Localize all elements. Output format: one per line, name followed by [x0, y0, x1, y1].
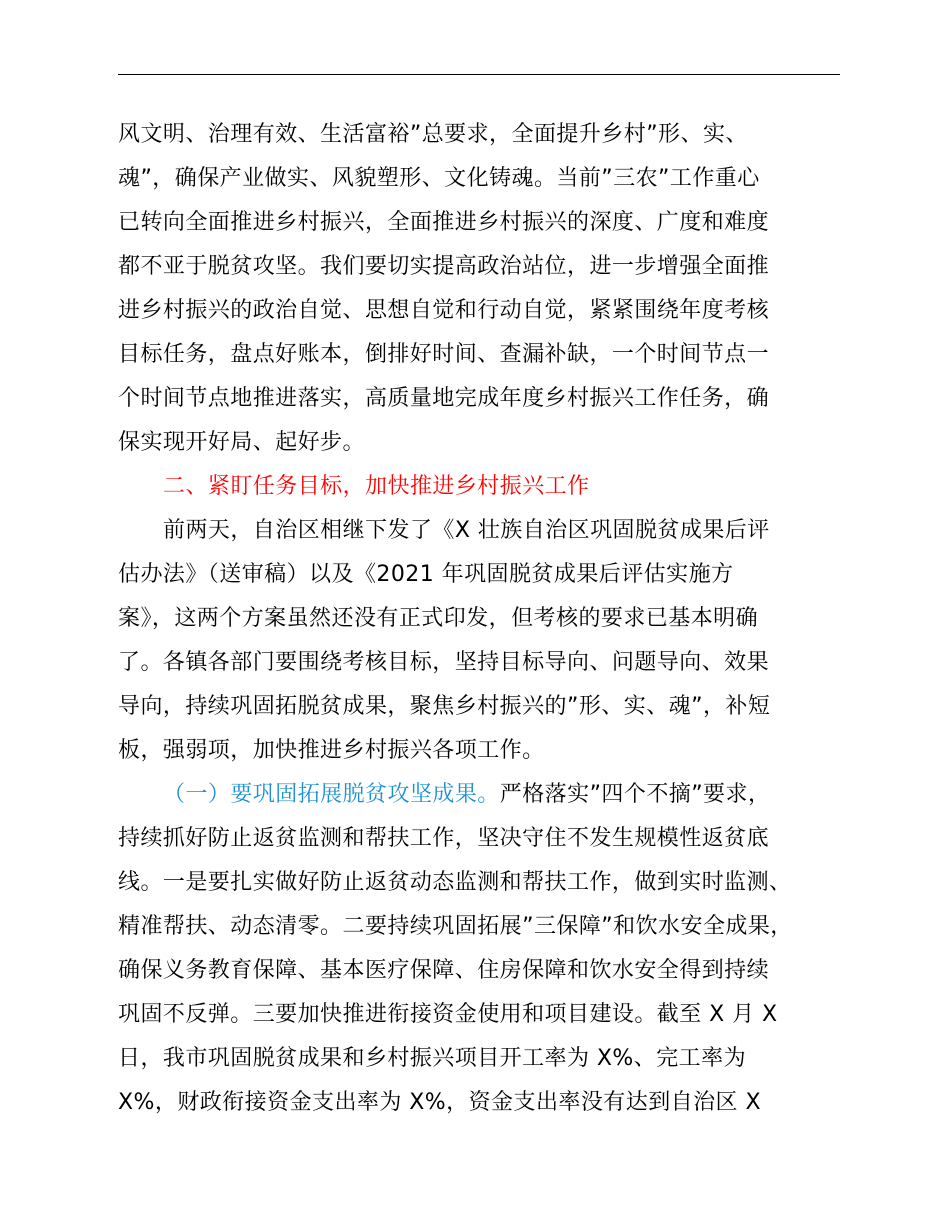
body-line: 保实现开好局、起好步。 — [118, 430, 365, 455]
body-line: 日，我市巩固脱贫成果和乡村振兴项目开工率为 X%、完工率为 — [118, 1046, 747, 1071]
body-line: 风文明、治理有效、生活富裕”总要求，全面提升乡村”形、实、 — [118, 122, 748, 147]
subsection-heading: （一）要巩固拓展脱贫攻坚成果。 — [163, 782, 500, 807]
body-line: 巩固不反弹。三要加快推进衔接资金使用和项目建设。截至 X 月 X — [118, 1002, 778, 1027]
paragraph-first-line: 前两天，自治区相继下发了《X 壮族自治区巩固脱贫成果后评 — [163, 518, 770, 543]
body-line: 已转向全面推进乡村振兴，全面推进乡村振兴的深度、广度和难度 — [118, 210, 770, 235]
header-rule — [118, 74, 840, 75]
subsection-line — [163, 773, 770, 816]
body-line: 进乡村振兴的政治自觉、思想自觉和行动自觉，紧紧围绕年度考核 — [118, 298, 770, 323]
subsection-text: 严格落实”四个不摘”要求， — [499, 782, 771, 807]
section-heading: 二、紧盯任务目标，加快推进乡村振兴工作 — [163, 474, 590, 499]
body-line: 魂”，确保产业做实、风貌塑形、文化铸魂。当前”三农”工作重心 — [118, 166, 760, 191]
body-line: 个时间节点地推进落实，高质量地完成年度乡村振兴工作任务，确 — [118, 386, 770, 411]
body-line: 目标任务，盘点好账本，倒排好时间、查漏补缺，一个时间节点一 — [118, 342, 770, 367]
body-line: 确保义务教育保障、基本医疗保障、住房保障和饮水安全得到持续 — [118, 958, 770, 983]
body-line: X%，财政衔接资金支出率为 X%，资金支出率没有达到自治区 X — [118, 1090, 761, 1115]
body-line: 持续抓好防止返贫监测和帮扶工作，坚决守住不发生规模性返贫底 — [118, 826, 770, 851]
body-line: 了。各镇各部门要围绕考核目标，坚持目标导向、问题导向、效果 — [118, 650, 770, 675]
body-line: 导向，持续巩固拓脱贫成果，聚焦乡村振兴的”形、实、魂”，补短 — [118, 694, 771, 719]
body-line: 板，强弱项，加快推进乡村振兴各项工作。 — [118, 738, 545, 763]
body-line: 估办法》（送审稿）以及《2021 年巩固脱贫成果后评估实施方 — [118, 562, 734, 587]
body-line: 精准帮扶、动态清零。二要持续巩固拓展”三保障”和饮水安全成果， — [118, 914, 793, 939]
body-line: 案》，这两个方案虽然还没有正式印发，但考核的要求已基本明确 — [118, 606, 759, 631]
body-line: 都不亚于脱贫攻坚。我们要切实提高政治站位，进一步增强全面推 — [118, 254, 770, 279]
body-line: 线。一是要扎实做好防止返贫动态监测和帮扶工作，做到实时监测、 — [118, 870, 792, 895]
